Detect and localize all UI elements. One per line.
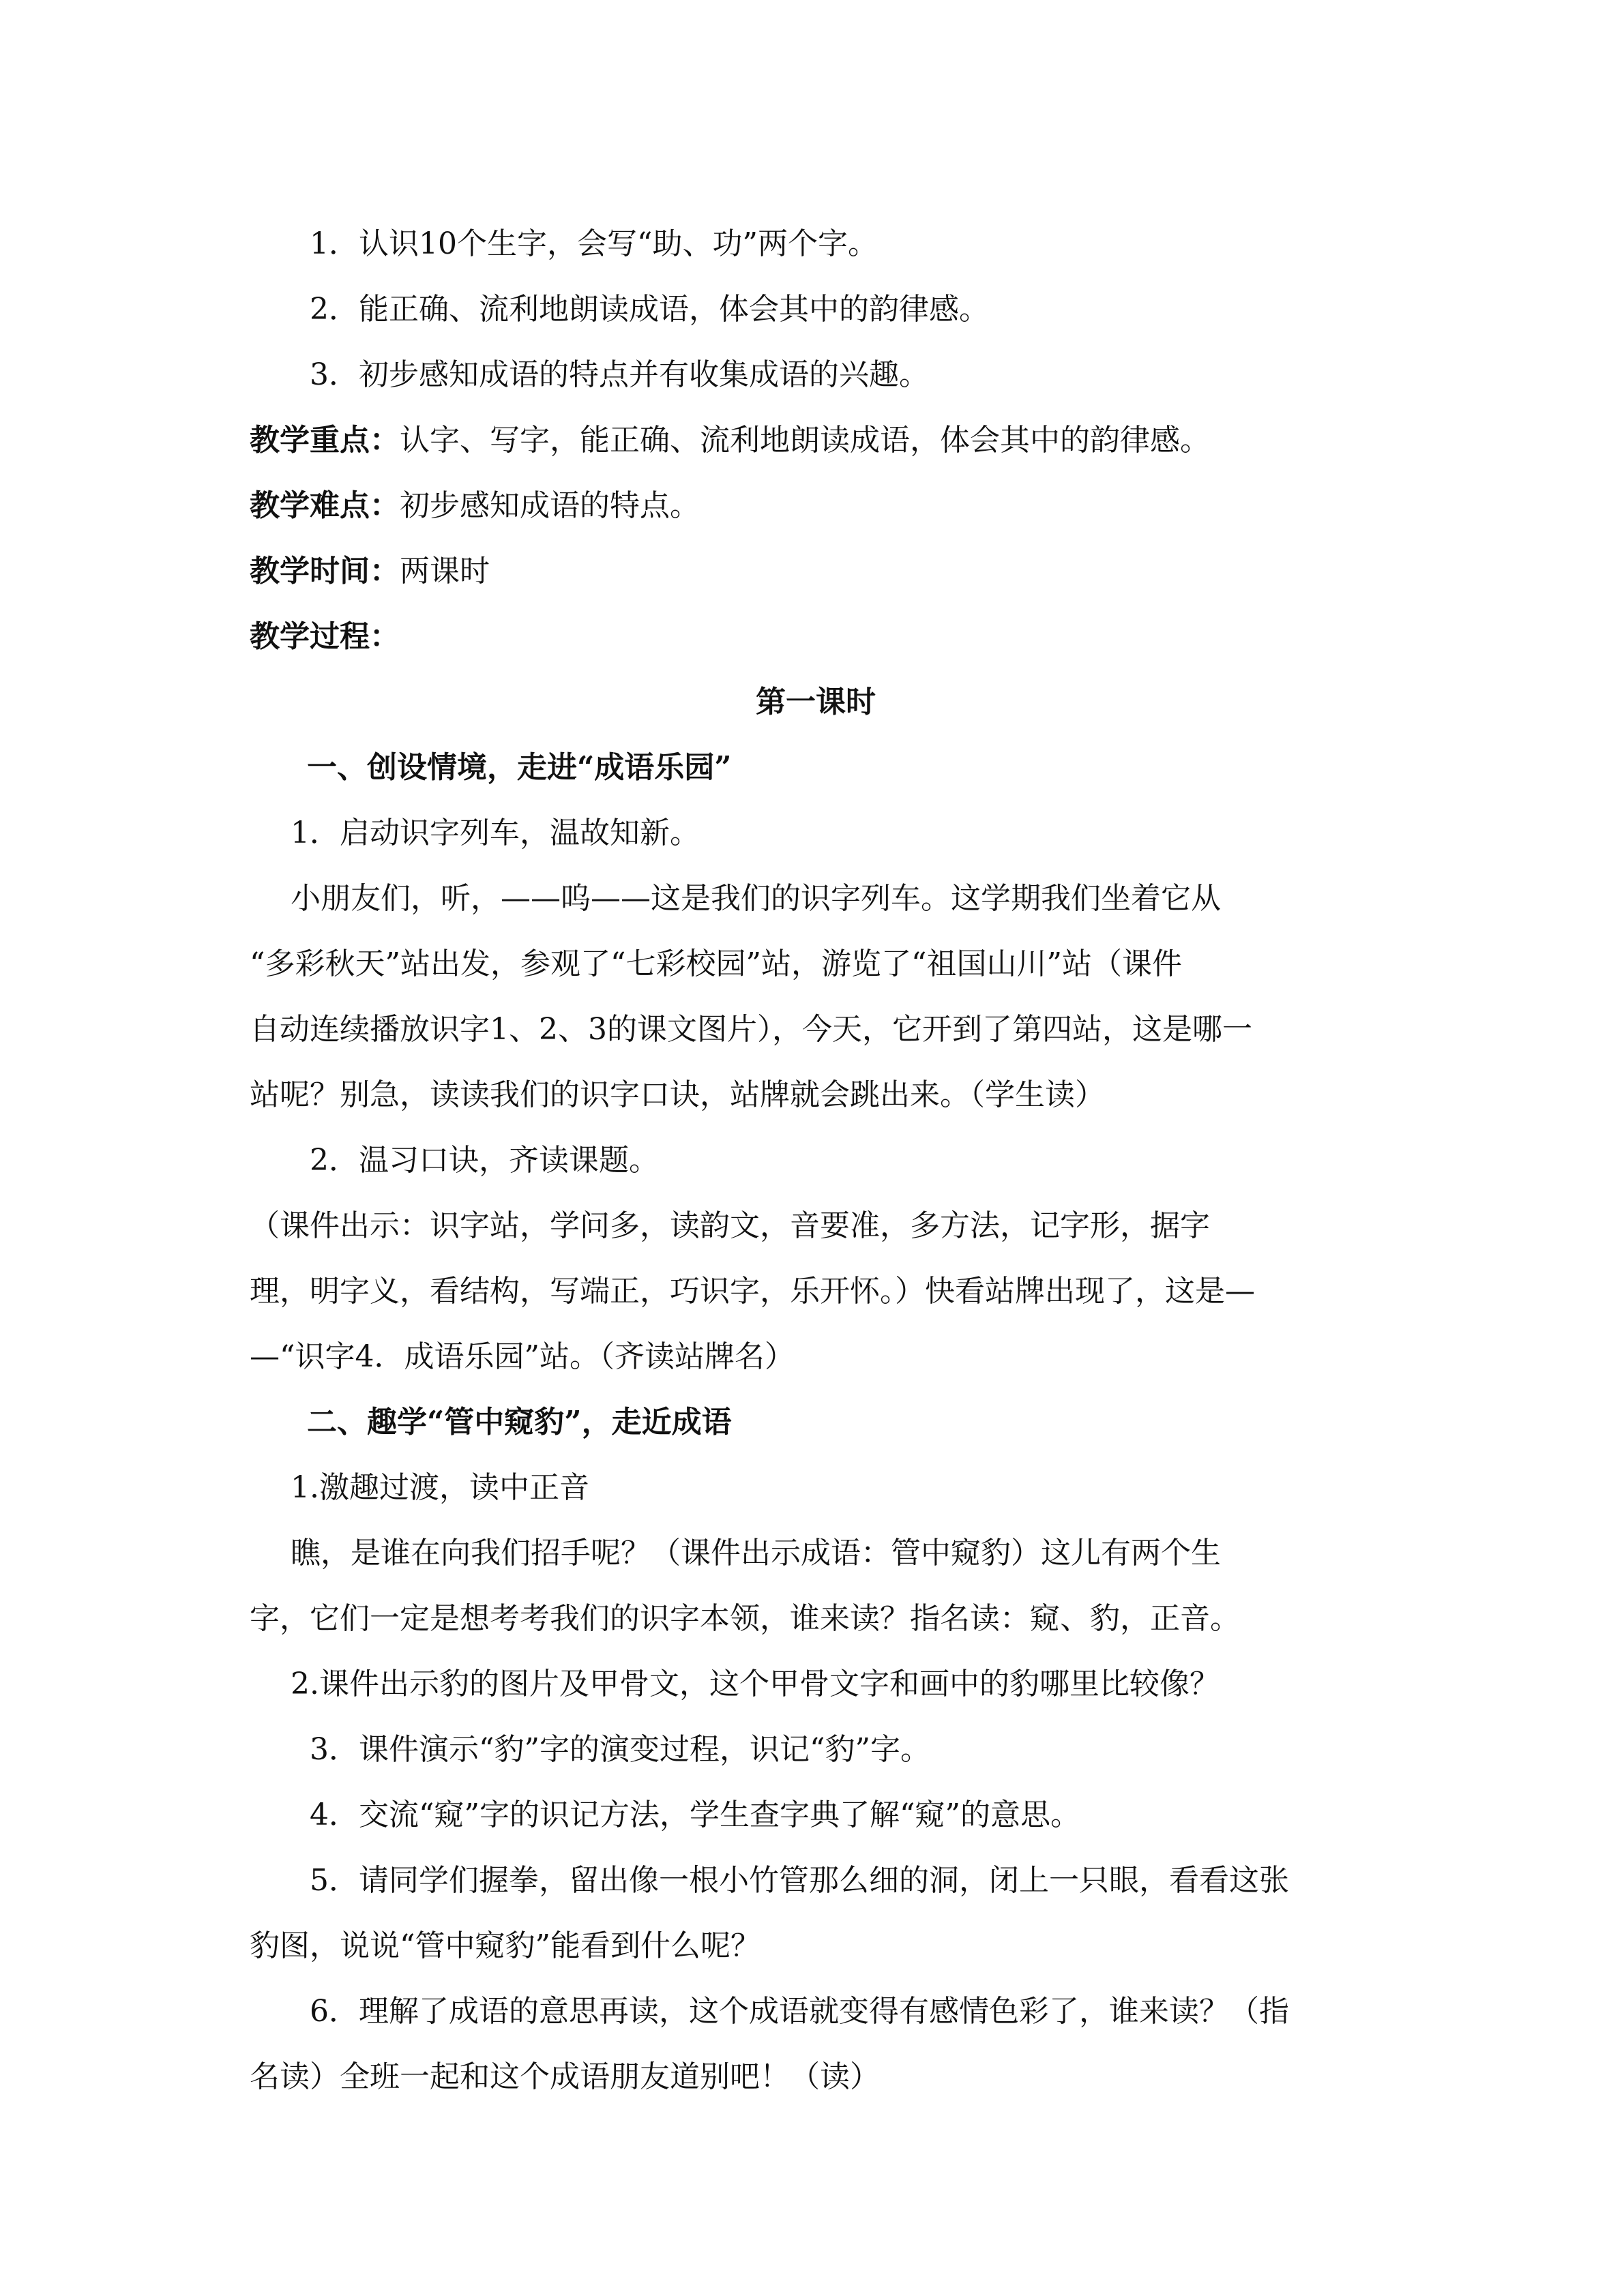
objective-1: 1．认识10个生字，会写“助、功”两个字。 <box>310 226 878 261</box>
section1-item1: 1．启动识字列车，温故知新。 <box>291 816 700 850</box>
lesson-plan-body <box>250 211 1382 2110</box>
section2-item6-line1: 6．理解了成语的意思再读，这个成语就变得有感情色彩了，谁来读？（指 <box>310 1994 1289 2029</box>
section2-para1-line1: 瞧，是谁在向我们招手呢？（课件出示成语：管中窥豹）这儿有两个生 <box>291 1536 1221 1570</box>
section1-heading: 一、创设情境，走进“成语乐园” <box>307 750 732 785</box>
section2-item6-line2: 名读）全班一起和这个成语朋友道别吧！（读） <box>250 2059 880 2094</box>
objective-2: 2．能正确、流利地朗读成语，体会其中的韵律感。 <box>310 292 989 327</box>
section2-item2: 2.课件出示豹的图片及甲骨文，这个甲骨文字和画中的豹哪里比较像？ <box>291 1667 1220 1701</box>
section2-item3: 3．课件演示“豹”字的演变过程，识记“豹”字。 <box>310 1732 930 1767</box>
section1-para2-line1: （课件出示：识字站，学问多，读韵文，音要准，多方法，记字形，据字 <box>250 1208 1210 1243</box>
section2-item5-line2: 豹图，说说“管中窥豹”能看到什么呢？ <box>250 1928 761 1963</box>
difficulties-text: 初步感知成语的特点。 <box>400 488 700 523</box>
section2-para1-line2: 字，它们一定是想考考我们的识字本领，谁来读？指名读：窥、豹，正音。 <box>250 1601 1240 1636</box>
time-line <box>250 539 1382 604</box>
section1-para1-line1: 小朋友们，听，——呜——这是我们的识字列车。这学期我们坐着它从 <box>291 881 1221 916</box>
time-label: 教学时间： <box>250 554 400 588</box>
section2-item1: 1.激趣过渡，读中正音 <box>291 1470 589 1505</box>
section2-item5-line1: 5．请同学们握拳，留出像一根小竹管那么细的洞，闭上一只眼，看看这张 <box>310 1863 1289 1898</box>
section1-para1-line2: “多彩秋天”站出发，参观了“七彩校园”站，游览了“祖国山川”站（课件 <box>250 946 1182 981</box>
section1-para1-line4: 站呢？别急，读读我们的识字口诀，站牌就会跳出来。（学生读） <box>250 1077 1105 1112</box>
process-label: 教学过程： <box>250 619 400 654</box>
section1-para1-line3: 自动连续播放识字1、2、3的课文图片），今天，它开到了第四站，这是哪一 <box>250 1012 1252 1047</box>
time-text: 两课时 <box>400 554 490 588</box>
process-line <box>250 604 1382 670</box>
objective-3: 3．初步感知成语的特点并有收集成语的兴趣。 <box>310 357 929 392</box>
key-points-label: 教学重点： <box>250 423 400 458</box>
section2-heading: 二、趣学“管中窥豹”，走近成语 <box>307 1405 732 1440</box>
section1-para2-line3: —“识字4．成语乐园”站。（齐读站牌名） <box>250 1339 795 1374</box>
lesson-title: 第一课时 <box>756 685 876 719</box>
difficulties-label: 教学难点： <box>250 488 400 523</box>
section2-item4: 4．交流“窥”字的识记方法，学生查字典了解“窥”的意思。 <box>310 1798 1080 1832</box>
key-points-text: 认字、写字，能正确、流利地朗读成语，体会其中的韵律感。 <box>400 423 1210 458</box>
section1-item2: 2．温习口诀，齐读课题。 <box>310 1143 659 1178</box>
difficulties-line <box>250 473 1382 539</box>
section1-para2-line2: 理，明字义，看结构，写端正，巧识字，乐开怀。）快看站牌出现了，这是— <box>250 1274 1255 1309</box>
key-points-line <box>250 408 1382 473</box>
